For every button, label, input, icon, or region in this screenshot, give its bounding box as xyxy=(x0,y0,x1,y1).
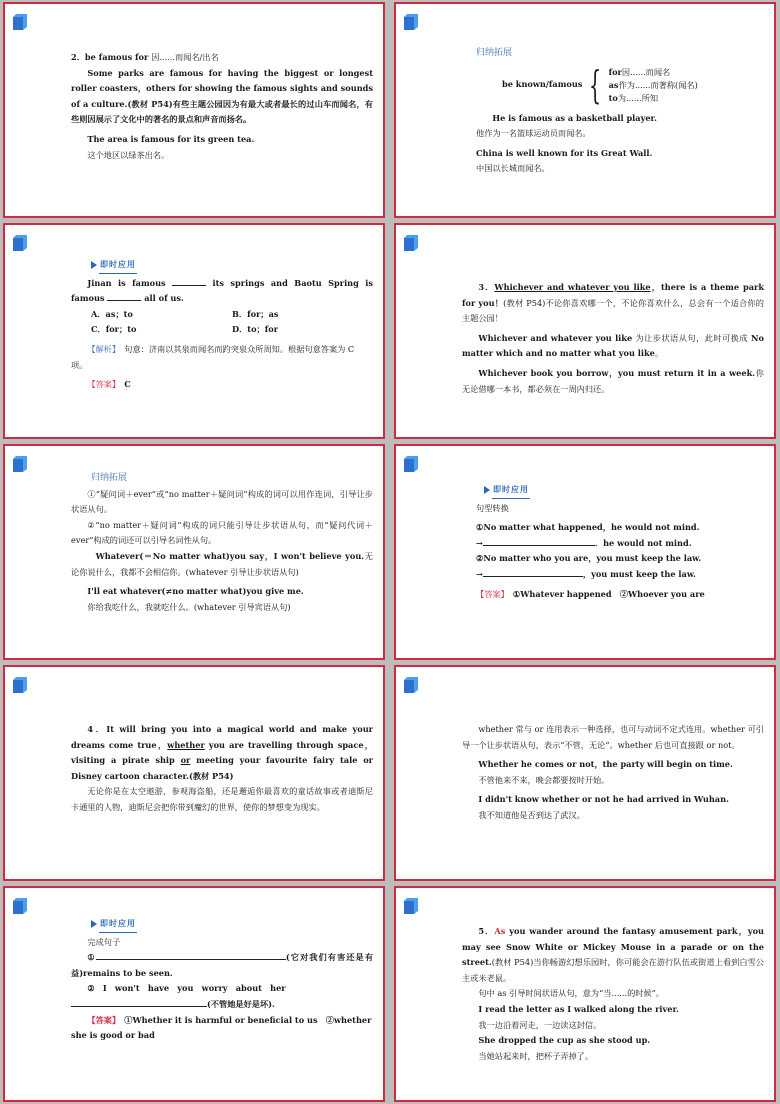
example-cn: 我一边沿着河走，一边读这封信。 xyxy=(478,1019,602,1030)
slide-content xyxy=(462,280,764,397)
point-title: 2．be famous for 因......而闻名/出名 xyxy=(71,52,219,62)
example-en: He is famous as a basketball player. xyxy=(492,112,657,123)
slide-6 xyxy=(394,444,776,660)
slide-5 xyxy=(3,444,385,660)
option-a: A．as；to xyxy=(91,308,133,319)
answer: 【答案】 ①Whatever happened ②Whoever you are xyxy=(476,588,705,599)
slide-content xyxy=(476,46,764,177)
slide-4 xyxy=(394,223,776,439)
slide-10 xyxy=(394,886,776,1102)
brace-item: for因......而闻名 xyxy=(608,66,671,77)
option-c: C．for；to xyxy=(91,324,137,335)
question: ② I won't have you worry about her xyxy=(87,983,286,994)
slide-1 xyxy=(3,2,385,218)
triangle-icon xyxy=(91,920,97,928)
options-row xyxy=(71,322,373,338)
exercise-title: 完成句子 xyxy=(87,936,121,947)
triangle-icon xyxy=(484,486,490,494)
example-cn: 不管他来不来，晚会都要按时开始。 xyxy=(478,774,610,785)
section-heading: 归纳拓展 xyxy=(476,48,513,58)
slide-8 xyxy=(394,665,776,881)
book-logo-icon xyxy=(403,676,419,694)
slide-content xyxy=(462,924,764,1064)
options-row xyxy=(71,307,373,323)
slide-content xyxy=(71,471,373,615)
section-heading: 归纳拓展 xyxy=(91,473,128,483)
slide-9 xyxy=(3,886,385,1102)
point-title: 3．Whichever and whatever you like，there is a theme park for you！(教材 P54)不论你喜欢哪一个，不论你喜欢什么，总会有一个适合你的主题公园！ xyxy=(462,282,764,324)
slide-7 xyxy=(3,665,385,881)
triangle-icon xyxy=(91,261,97,269)
practice-tag: 即时应用 xyxy=(91,257,137,274)
slide-content xyxy=(476,482,764,602)
question: ②No matter who you are，you must keep the law. xyxy=(476,553,702,564)
book-logo-icon xyxy=(12,676,28,694)
example-en: The area is famous for its green tea. xyxy=(87,133,255,144)
paragraph: whether 常与 or 连用表示一种选择，也可与动词不定式连用。whether 可引导一个让步状语从句，表示“不管，无论”。whether 后也可直接跟 or not。 xyxy=(462,724,764,750)
slide-2 xyxy=(394,2,776,218)
example-cn: 中国以长城而闻名。 xyxy=(476,163,550,174)
brace-icon: { xyxy=(589,63,602,108)
answer-line: → ，you must keep the law. xyxy=(476,568,696,579)
paragraph: Whichever and whatever you like 为让步状语从句，此时可换成 No matter which and no matter what you like。 xyxy=(462,332,764,359)
answer: 【答案】 C xyxy=(87,379,131,390)
example-cn: 他作为一名篮球运动员而闻名。 xyxy=(476,128,591,139)
answer-line: (不管她是好是坏). xyxy=(71,997,373,1013)
phrase-stem: be known/famous xyxy=(502,79,583,90)
exercise-title: 句型转换 xyxy=(476,502,509,513)
point-title: 4．It will bring you into a magical world and make your dreams come true，whether you are travelling through space，visiting a pirate ship or meeting your favourite fairy tale or Disney cartoon character.(教材 P54) xyxy=(71,724,373,781)
example-en: Whether he comes or not，the party will begin on time. xyxy=(478,759,733,770)
example-en: She dropped the cup as she stood up. xyxy=(478,1035,651,1046)
book-logo-icon xyxy=(12,234,28,252)
answer-line: → ．he would not mind. xyxy=(476,537,692,548)
book-logo-icon xyxy=(12,13,28,31)
paragraph: ②“no matter＋疑问词”构成的词只能引导让步状语从句，而“疑问代词＋ever”构成的词还可以引导名词性从句。 xyxy=(71,519,373,546)
practice-tag: 即时应用 xyxy=(91,916,137,933)
paragraph: 句中 as 引导时间状语从句，意为“当......的时候”。 xyxy=(478,988,665,999)
brace-item: to为......所知 xyxy=(608,92,659,103)
question: ①No matter what happened，he would not mind. xyxy=(476,522,700,533)
example-en: I read the letter as I walked along the river. xyxy=(478,1003,679,1014)
brace-item: as作为......而著称(闻名) xyxy=(608,79,698,90)
analysis: 【解析】 句意：济南以其泉而闻名而趵突泉众所周知。根据句意答案为 C 项。 xyxy=(71,343,355,370)
example-cn: 你给我吃什么，我就吃什么。(whatever 引导宾语从句) xyxy=(87,601,291,612)
paragraph: ①“疑问词＋ever”或“no matter＋疑问词”构成的词可以用作连词，引导让步状语从句。 xyxy=(71,488,373,515)
answer: 【答案】 ①Whether it is harmful or beneficial to us ②whether she is good or bad xyxy=(71,1014,372,1041)
slide-content xyxy=(71,722,373,816)
option-b: B．for；as xyxy=(232,308,279,319)
book-logo-icon xyxy=(403,13,419,31)
book-logo-icon xyxy=(403,455,419,473)
option-d: D．to；for xyxy=(232,324,279,335)
example-en: I'll eat whatever(≠no matter what)you give me. xyxy=(87,586,304,597)
question: Jinan is famous its springs and Baotu Spring is famous all of us. xyxy=(71,277,373,304)
book-logo-icon xyxy=(12,897,28,915)
phrase-brace-group xyxy=(502,63,764,108)
practice-tag: 即时应用 xyxy=(484,482,530,499)
book-logo-icon xyxy=(403,897,419,915)
book-logo-icon xyxy=(12,455,28,473)
slide-content xyxy=(71,50,373,163)
example-cn: 当她站起来时，把杯子弄掉了。 xyxy=(478,1050,594,1061)
book-logo-icon xyxy=(403,234,419,252)
question: ① (它对我们有害还是有益)remains to be seen. xyxy=(71,952,374,978)
slide-3 xyxy=(3,223,385,439)
point-title: 5．As you wander around the fantasy amusement park，you may see Snow White or Mickey Mouse in a parade or on the street.(教材 P54)当你畅游幻想乐园时，你可能会在游行队伍或街道上看到白雪公主或米老鼠。 xyxy=(462,926,764,983)
slide-content xyxy=(71,257,373,393)
slide-content xyxy=(462,722,764,824)
example-en: I didn't know whether or not he had arrived in Wuhan. xyxy=(478,794,729,805)
example-en: China is well known for its Great Wall. xyxy=(476,147,653,158)
translation: 无论你是在太空遨游，参观海盗船，还是邂逅你最喜欢的童话故事或者迪斯尼卡通里的人物，迪斯尼会把你带到魔幻的世界，使你的梦想变为现实。 xyxy=(71,786,373,812)
example: Whichever book you borrow，you must return it in a week.你无论借哪一本书，都必须在一周内归还。 xyxy=(462,367,764,394)
slide-content xyxy=(71,916,373,1044)
example: Whatever(＝No matter what)you say，I won't believe you.无论你说什么，我都不会相信你。(whatever 引导让步状语从句) xyxy=(71,550,373,577)
paragraph: Some parks are famous for having the biggest or longest roller coasters，others for showing the famous sights and sounds of a culture.(教材 P54)有些主题公园因为有最大或者最长的过山车而闻名，有些则因展示了文化中的著名的景点和声音而扬名。 xyxy=(71,67,373,125)
example-cn: 这个地区以绿茶出名。 xyxy=(87,149,170,160)
example-cn: 我不知道他是否到达了武汉。 xyxy=(478,809,585,820)
